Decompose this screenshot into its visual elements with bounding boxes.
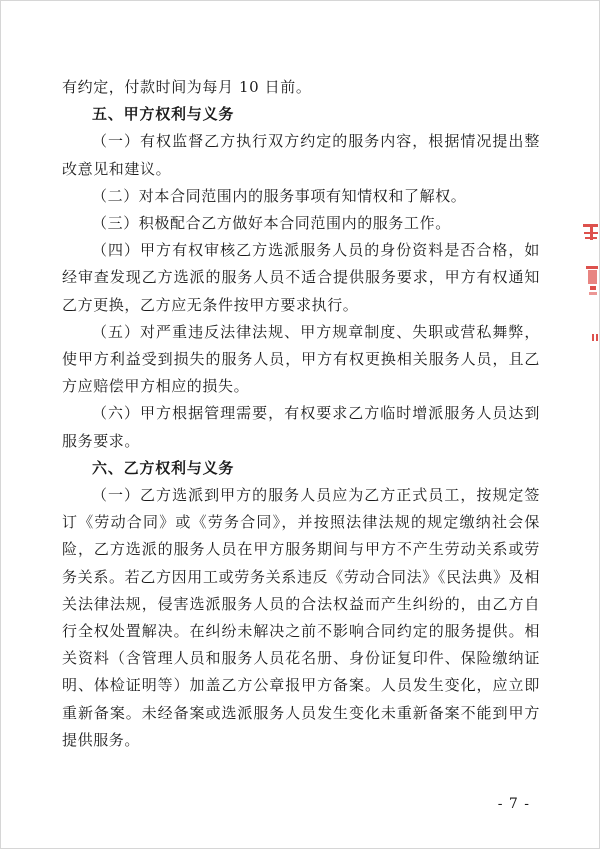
paragraph-continuation: 有约定，付款时间为每月 10 日前。 bbox=[62, 78, 312, 96]
clause-5-4: （四）甲方有权审核乙方选派服务人员的身份资料是否合格，如经审查发现乙方选派的服务人员不适合提供服务要求，甲方有权通知乙方更换，乙方应无条件按甲方要求执行。 bbox=[62, 241, 540, 314]
clause-5-1: （一）有权监督乙方执行双方约定的服务内容，根据情况提出整改意见和建议。 bbox=[62, 132, 540, 178]
clause-6-1: （一）乙方选派到甲方的服务人员应为乙方正式员工，按规定签订《劳动合同》或《劳务合同》，并按照法律法规的规定缴纳社会保险，乙方选派的服务人员在甲方服务期间与甲方不产生劳动关系或劳务关系。若乙方因用工或劳务关系违反《劳动合同法》《民法典》及相关法律法规，侵害选派服务人员的合法权益而产生纠纷的，由乙方自行全权处置解决。在纠纷未解决之前不影响合同约定的服务提供。相关资料（含管理人员和服务人员花名册、身份证复印件、保险缴纳证明、体检证明等）加盖乙方公章报甲方备案。人员发生变化，应立即重新备案。未经备案或选派服务人员发生变化未重新备案不能到甲方提供服务。 bbox=[62, 486, 540, 749]
section-heading-6: 六、乙方权利与义务 bbox=[92, 458, 235, 477]
clause-5-5: （五）对严重违反法律法规、甲方规章制度、失职或营私舞弊，使甲方利益受到损失的服务人员，甲方有权更换相关服务人员，且乙方应赔偿甲方相应的损失。 bbox=[62, 322, 540, 396]
page-number-text: - 7 - bbox=[497, 796, 530, 812]
seal-stamp-icon bbox=[580, 222, 600, 352]
clause-5-2: （二）对本合同范围内的服务事项有知情权和了解权。 bbox=[92, 186, 467, 205]
clause-5-3: （三）积极配合乙方做好本合同范围内的服务工作。 bbox=[92, 214, 451, 233]
page-number bbox=[0, 796, 600, 812]
document-body bbox=[62, 74, 540, 754]
section-heading-5: 五、甲方权利与义务 bbox=[92, 105, 235, 124]
clause-5-6: （六）甲方根据管理需要，有权要求乙方临时增派服务人员达到服务要求。 bbox=[62, 404, 540, 450]
